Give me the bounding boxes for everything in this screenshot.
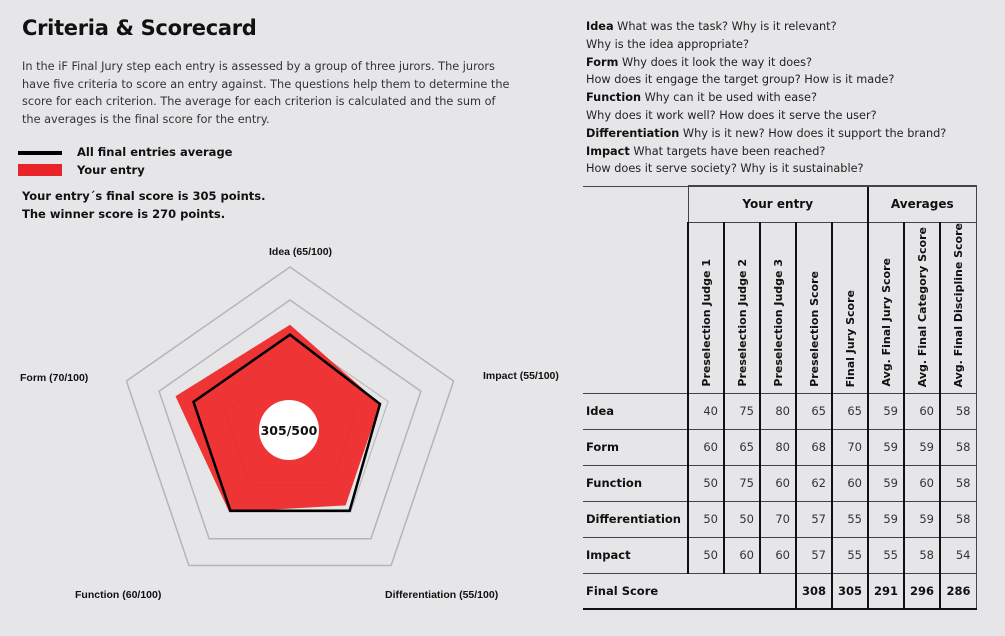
table-cell: 58 (940, 429, 976, 465)
table-row (583, 537, 976, 573)
table-cell: 58 (940, 501, 976, 537)
row-label: Form (583, 429, 688, 465)
final-score-cell: 291 (868, 573, 904, 609)
column-header (724, 222, 760, 393)
table-cell: 60 (688, 429, 724, 465)
question-differentiation: Differentiation Why is it new? How does it support the brand? (586, 126, 947, 140)
table-cell: 59 (904, 501, 940, 537)
intro-text: In the iF Final Jury step each entry is assessed by a group of three jurors. The jurors have five criteria to score an entry against. The questions help them to determine the score for each criterion. The average for each criterion is calculated and the sum of the averages is the final score for the entry. (22, 60, 510, 126)
table-cell: 50 (688, 537, 724, 573)
table-row (583, 465, 976, 501)
table-cell: 59 (904, 429, 940, 465)
table-cell: 59 (868, 501, 904, 537)
column-header (760, 222, 796, 393)
final-score-cell: 305 (832, 573, 868, 609)
table-cell: 70 (832, 429, 868, 465)
axis-label-idea: Idea (65/100) (269, 246, 333, 258)
table-cell: 70 (760, 501, 796, 537)
column-header-label: Avg. Final Discipline Score (951, 222, 965, 387)
table-cell: 65 (832, 393, 868, 429)
table-cell: 54 (940, 537, 976, 573)
table-row (583, 501, 976, 537)
question-impact-2: How does it serve society? Why is it sustainable? (586, 162, 864, 176)
table-cell: 60 (904, 393, 940, 429)
table-cell: 80 (760, 393, 796, 429)
final-score-label: Final Score (583, 573, 796, 609)
table-cell: 58 (940, 393, 976, 429)
table-row (583, 429, 976, 465)
column-header (796, 222, 832, 393)
column-header (832, 222, 868, 393)
question-idea-2: Why is the idea appropriate? (586, 37, 749, 51)
legend-entry-swatch (18, 164, 62, 176)
table-cell: 59 (868, 465, 904, 501)
table-cell: 55 (868, 537, 904, 573)
table-corner (583, 186, 688, 393)
legend-average-label: All final entries average (77, 145, 233, 159)
column-header-label: Preselection Judge 2 (735, 259, 749, 387)
legend-entry-label: Your entry (77, 163, 145, 177)
row-label: Idea (583, 393, 688, 429)
table-cell: 75 (724, 465, 760, 501)
legend-average-line (18, 151, 62, 155)
question-function: Function Why can it be used with ease? (586, 91, 817, 105)
table-cell: 59 (868, 429, 904, 465)
table-cell: 57 (796, 501, 832, 537)
column-header-label: Preselection Judge 1 (699, 259, 713, 387)
center-score: 305/500 (259, 400, 319, 460)
table-cell: 62 (796, 465, 832, 501)
axis-label-differentiation: Differentiation (55/100) (385, 589, 499, 601)
final-score-cell: 286 (940, 573, 976, 609)
table-cell: 58 (940, 465, 976, 501)
table-cell: 60 (904, 465, 940, 501)
axis-label-form: Form (70/100) (20, 372, 89, 384)
question-function-2: Why does it work well? How does it serve the user? (586, 108, 877, 122)
table-cell: 75 (724, 393, 760, 429)
column-header (904, 222, 940, 393)
row-label: Function (583, 465, 688, 501)
group-your-entry: Your entry (688, 186, 868, 222)
question-idea: Idea What was the task? Why is it relevant? (586, 20, 837, 33)
table-cell: 55 (832, 537, 868, 573)
question-form-2: How does it engage the target group? How is it made? (586, 73, 895, 87)
row-label: Impact (583, 537, 688, 573)
question-form: Form Why does it look the way it does? (586, 55, 812, 69)
table-cell: 50 (688, 465, 724, 501)
column-header (868, 222, 904, 393)
table-cell: 60 (760, 465, 796, 501)
column-header (688, 222, 724, 393)
table-cell: 58 (904, 537, 940, 573)
question-impact: Impact What targets have been reached? (586, 144, 826, 158)
table-cell: 50 (688, 501, 724, 537)
table-cell: 40 (688, 393, 724, 429)
page-title: Criteria & Scorecard (22, 16, 257, 40)
table-cell: 68 (796, 429, 832, 465)
column-header-label: Avg. Final Category Score (915, 226, 929, 387)
table-cell: 80 (760, 429, 796, 465)
table-cell: 59 (868, 393, 904, 429)
table-cell: 55 (832, 501, 868, 537)
row-label: Differentiation (583, 501, 688, 537)
axis-label-function: Function (60/100) (75, 589, 162, 601)
column-header (940, 222, 976, 393)
table-cell: 50 (724, 501, 760, 537)
axis-label-impact: Impact (55/100) (483, 370, 559, 382)
table-cell: 57 (796, 537, 832, 573)
final-score-text: Your entry´s final score is 305 points. (22, 189, 266, 203)
table-cell: 60 (760, 537, 796, 573)
column-header-label: Final Jury Score (843, 289, 857, 387)
winner-score-text: The winner score is 270 points. (22, 207, 226, 221)
table-row (583, 393, 976, 429)
table-cell: 65 (796, 393, 832, 429)
criteria-questions (586, 18, 946, 178)
table-cell: 65 (724, 429, 760, 465)
column-header-label: Preselection Judge 3 (771, 259, 785, 387)
final-score-cell: 308 (796, 573, 832, 609)
column-header-label: Avg. Final Jury Score (879, 258, 893, 387)
table-cell: 60 (832, 465, 868, 501)
final-score-row (583, 573, 976, 609)
column-header-label: Preselection Score (807, 271, 821, 387)
group-averages: Averages (868, 186, 976, 222)
table-cell: 60 (724, 537, 760, 573)
final-score-cell: 296 (904, 573, 940, 609)
scorecard-table (583, 185, 977, 610)
